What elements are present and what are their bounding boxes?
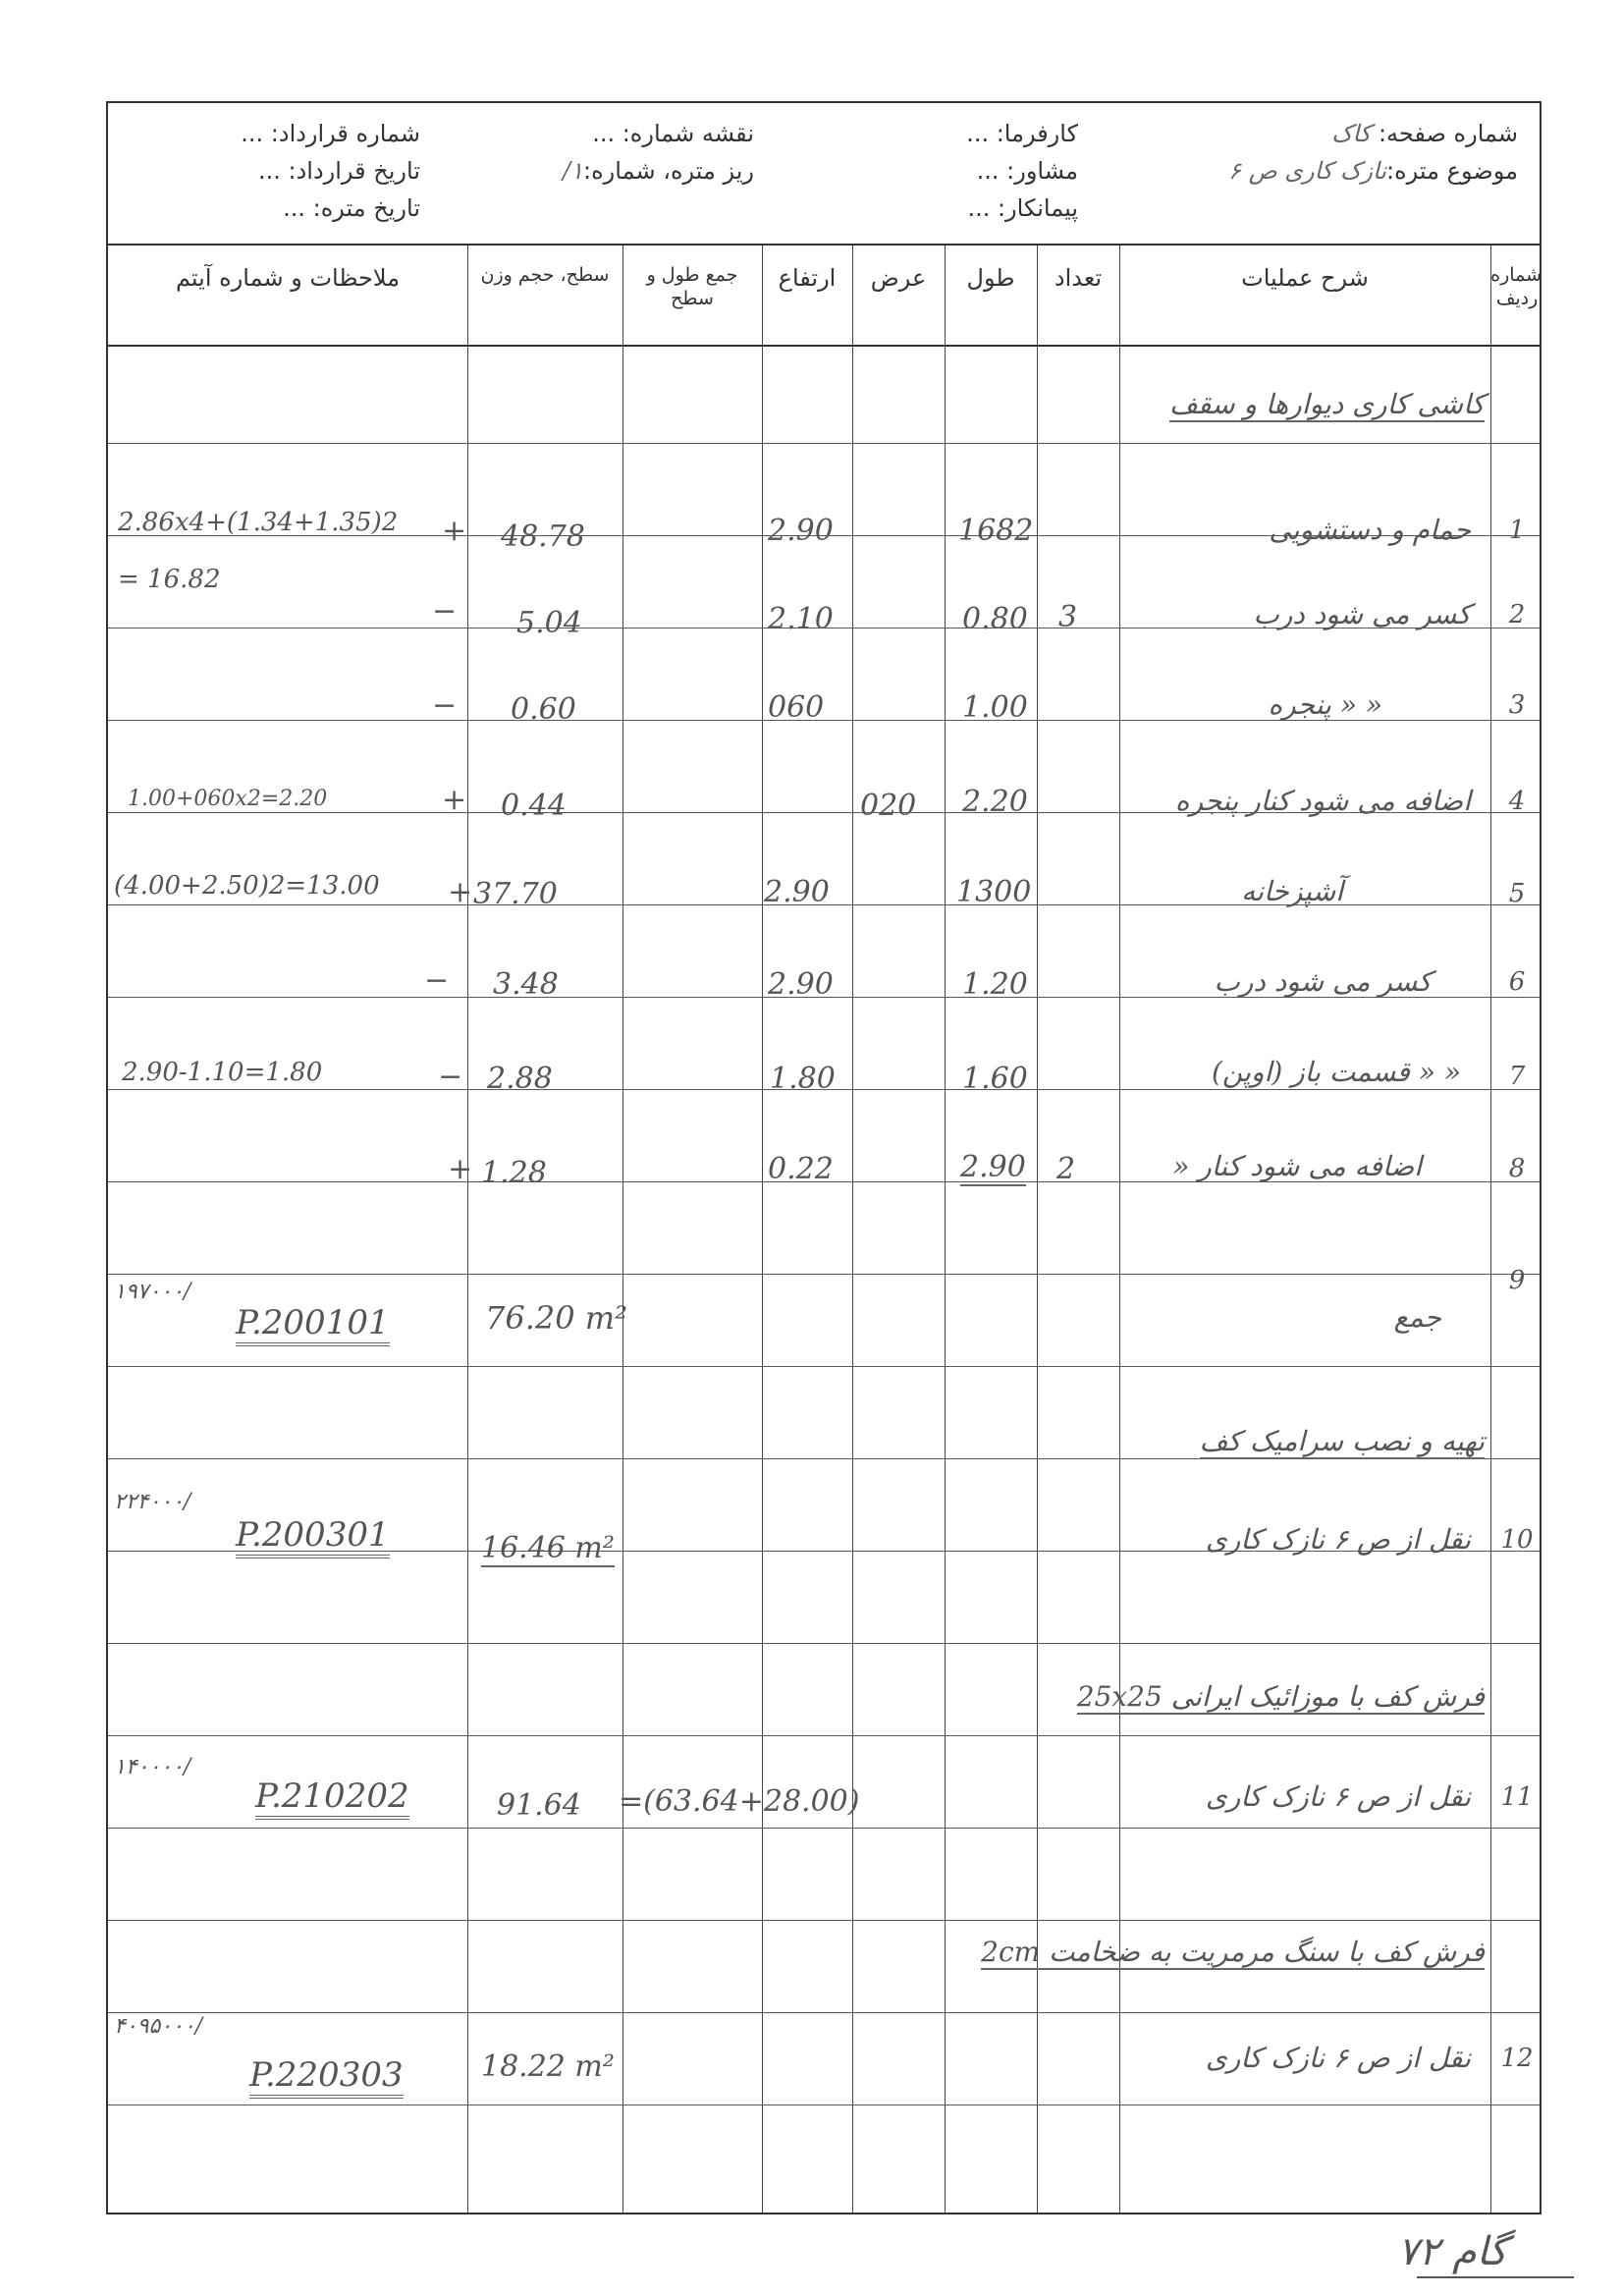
row-description: کسر می شود درب (1214, 965, 1432, 998)
cell-length: 1.20 (962, 967, 1028, 1002)
row-description: نقل از ص ۶ نازک کاری (1205, 1780, 1471, 1813)
row-line (108, 1920, 1540, 1921)
contract-date: تاریخ قرارداد: ... (258, 157, 420, 185)
cell-area: 76.20 m² (485, 1299, 627, 1337)
row-number: 11 (1500, 1782, 1534, 1812)
row-line (108, 443, 1540, 444)
row-number: 6 (1508, 967, 1526, 997)
row-number: 9 (1508, 1266, 1526, 1295)
grid-line (622, 246, 623, 2213)
contractor-field: پیمانکار: ... (967, 194, 1078, 222)
detail-number: ریز متره، شماره:۱/ (563, 157, 754, 185)
consultant-field: مشاور: ... (976, 157, 1078, 185)
col-count: تعداد (1054, 264, 1103, 292)
unit-price: ۱۹۷۰۰۰/ (114, 1280, 191, 1304)
cell-area: 0.60 (511, 692, 576, 727)
cell-length: 2.20 (962, 785, 1028, 819)
cell-count: 3 (1058, 600, 1078, 634)
row-description: آشپزخانه (1241, 875, 1343, 907)
cell-length: 1682 (958, 514, 1034, 548)
row-line (108, 1735, 1540, 1736)
cell-area: 5.04 (516, 606, 582, 640)
row-description: نقل از ص ۶ نازک کاری (1205, 2042, 1471, 2074)
grid-line (762, 246, 763, 2213)
header-col-map (563, 115, 754, 190)
item-number: P.220303 (249, 2055, 404, 2099)
cell-area: 0.44 (501, 789, 567, 823)
sheet-header (108, 103, 1540, 246)
cell-area: 1.28 (481, 1156, 547, 1190)
row-description: حمام و دستشویی (1269, 514, 1471, 546)
employer-field: کارفرما: ... (966, 120, 1078, 147)
row-description: کسر می شود درب (1253, 598, 1471, 630)
unit-price: ۴۰۹۵۰۰۰/ (114, 2014, 203, 2039)
cell-area: 37.70 (473, 877, 558, 911)
cell-area: 3.48 (493, 967, 559, 1002)
col-height: ارتفاع (778, 264, 837, 292)
row-line (108, 1828, 1540, 1829)
contract-number: شماره قرارداد: ... (241, 120, 420, 147)
col-area: سطح، حجم وزن (480, 264, 610, 286)
cell-length: 1.60 (962, 1062, 1028, 1096)
signature-underline (1417, 2276, 1574, 2278)
cell-count: 2 (1056, 1152, 1076, 1186)
row-number: 2 (1508, 600, 1526, 629)
cell-length: 1300 (956, 875, 1032, 909)
row-number: 3 (1508, 690, 1526, 720)
metre-date: تاریخ متره: ... (283, 194, 420, 222)
cell-height: 0.22 (768, 1152, 834, 1186)
cell-area: 16.46 m² (481, 1531, 615, 1565)
cell-height: 1.80 (770, 1062, 836, 1096)
header-col-contract (241, 115, 420, 227)
header-col-parties (966, 115, 1078, 227)
col-notes: ملاحظات و شماره آیتم (175, 264, 401, 292)
cell-sign: − (432, 688, 458, 723)
row-number: 10 (1500, 1525, 1534, 1555)
cell-height: 2.90 (768, 514, 834, 548)
grid-line (852, 246, 853, 2213)
row-description: جمع (1393, 1301, 1441, 1334)
cell-sign: + (448, 875, 473, 909)
col-sum: جمع طول و سطح (646, 264, 738, 309)
row-description: « « پنجره (1268, 688, 1382, 721)
row-line (108, 2012, 1540, 2013)
row-number: 12 (1500, 2044, 1534, 2073)
grid-line (1037, 246, 1038, 2213)
metre-sheet (106, 101, 1542, 2214)
unit-price: ۱۴۰۰۰۰/ (114, 1755, 191, 1779)
cell-sign: + (442, 514, 467, 548)
grid-line (945, 246, 946, 2213)
cell-area-note: =(63.64+28.00) (619, 1784, 860, 1819)
section-floor-ceramic: تهیه و نصب سرامیک کف (1199, 1425, 1485, 1457)
cell-sign: + (442, 783, 467, 817)
map-number: نقشه شماره: ... (592, 120, 754, 147)
column-headers (108, 246, 1540, 347)
row-description: نقل از ص ۶ نازک کاری (1205, 1523, 1471, 1556)
cell-height: 2.90 (764, 875, 830, 909)
unit-price: ۲۲۴۰۰۰/ (114, 1490, 191, 1514)
cell-sign: − (438, 1060, 463, 1094)
cell-note: 2.90-1.10=1.80 (122, 1058, 323, 1087)
cell-area: 2.88 (487, 1062, 553, 1096)
item-number: P.210202 (255, 1777, 409, 1820)
cell-area: 48.78 (501, 519, 585, 554)
row-description: اضافه می شود کنار « (1172, 1150, 1422, 1182)
grid-line (1119, 246, 1120, 2213)
cell-note: (4.00+2.50)2=13.00 (114, 871, 380, 901)
section-wall-tiling: کاشی کاری دیوارها و سقف (1168, 388, 1485, 420)
item-number: P.200101 (236, 1303, 390, 1346)
row-description: « « قسمت باز (اوپن) (1211, 1056, 1461, 1088)
cell-sign: − (424, 963, 450, 998)
grid-line (1490, 246, 1491, 2213)
cell-length: 1.00 (962, 690, 1028, 725)
cell-length: 0.80 (962, 602, 1028, 636)
page-signature: گام ۷۲ (1397, 2229, 1507, 2274)
page-number: شماره صفحه: کاک (1331, 120, 1518, 147)
row-line (108, 1643, 1540, 1644)
col-row-no: شماره ردیف (1490, 264, 1542, 309)
row-number: 8 (1508, 1154, 1526, 1183)
cell-height: 060 (768, 690, 825, 725)
cell-note-continued: = 16.82 (118, 565, 221, 594)
metre-subject: موضوع متره:نازک کاری ص ۶ (1228, 157, 1518, 185)
row-line (108, 1274, 1540, 1275)
cell-note: 2.86x4+(1.34+1.35)2 (118, 508, 399, 537)
col-width: عرض (870, 264, 927, 292)
cell-area: 18.22 m² (481, 2050, 615, 2084)
col-description: شرح عملیات (1241, 264, 1369, 292)
grid-line (467, 246, 468, 2213)
section-floor-marble: فرش کف با سنگ مرمریت به ضخامت 2cm (981, 1936, 1485, 1968)
cell-note: 1.00+060x2=2.20 (128, 787, 328, 811)
cell-height: 2.10 (768, 602, 834, 636)
section-floor-mosaic: فرش کف با موزائیک ایرانی 25x25 (1076, 1680, 1485, 1713)
cell-height: 2.90 (768, 967, 834, 1002)
cell-sign: − (432, 594, 458, 629)
cell-width: 020 (860, 789, 917, 823)
cell-length: 2.90 (960, 1150, 1026, 1184)
row-description: اضافه می شود کنار پنجره (1174, 785, 1471, 817)
row-number: 7 (1508, 1062, 1526, 1091)
item-number: P.200301 (236, 1515, 390, 1558)
row-line (108, 1366, 1540, 1367)
row-number: 5 (1508, 879, 1526, 908)
row-number: 4 (1508, 787, 1526, 816)
col-length: طول (966, 264, 1015, 292)
row-number: 1 (1508, 516, 1526, 545)
cell-area: 91.64 (497, 1788, 581, 1823)
cell-sign: + (448, 1152, 473, 1186)
header-col-page (1228, 115, 1518, 190)
